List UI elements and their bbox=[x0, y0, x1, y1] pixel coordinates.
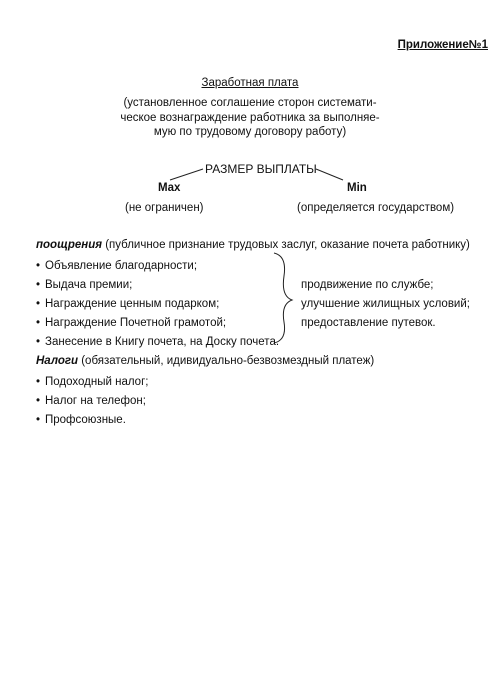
max-label: Max bbox=[158, 182, 181, 194]
curly-brace bbox=[274, 253, 292, 343]
line-to-min bbox=[316, 169, 343, 180]
incentive-item-text: Объявление благодарности; bbox=[45, 260, 198, 272]
taxes-heading-note: (обязательный, идивидуально-безвозмездный платеж) bbox=[78, 355, 375, 367]
tax-item: • Налог на телефон; bbox=[36, 395, 146, 407]
description-line: ческое вознаграждение работника за выполняе- bbox=[120, 111, 380, 124]
tax-item-text: Профсоюзные. bbox=[45, 414, 126, 426]
incentive-item: • Награждение Почетной грамотой; bbox=[36, 317, 227, 329]
min-label: Min bbox=[347, 182, 367, 194]
incentive-item-text: Занесение в Книгу почета, на Доску почета. bbox=[45, 336, 280, 348]
incentive-side-item: продвижение по службе; bbox=[301, 279, 434, 291]
incentives-heading-word: поощрения bbox=[36, 239, 102, 251]
page-title bbox=[0, 76, 500, 90]
appendix-label: Приложение№1 bbox=[397, 39, 488, 51]
tax-item: • Подоходный налог; bbox=[36, 376, 149, 388]
incentive-item: • Награждение ценным подарком; bbox=[36, 298, 220, 310]
description-line: (установленное соглашение сторон системати- bbox=[123, 97, 377, 109]
incentives-heading bbox=[36, 238, 470, 252]
taxes-heading bbox=[36, 354, 374, 368]
incentive-side-item: предоставление путевок. bbox=[301, 317, 436, 329]
title-description bbox=[0, 96, 500, 140]
min-note: (определяется государством) bbox=[297, 202, 455, 214]
payment-size-label: РАЗМЕР ВЫПЛАТЫ bbox=[205, 162, 317, 176]
line-to-max bbox=[170, 169, 203, 180]
incentive-side-item: улучшение жилищных условий; bbox=[301, 298, 470, 310]
incentive-item: • Выдача премии; bbox=[36, 279, 133, 291]
title-text: Заработная плата bbox=[201, 77, 299, 89]
max-note: (не ограничен) bbox=[125, 202, 204, 214]
incentive-item-text: Награждение Почетной грамотой; bbox=[45, 317, 227, 329]
tax-item-text: Подоходный налог; bbox=[45, 376, 149, 388]
tax-item-text: Налог на телефон; bbox=[45, 395, 146, 407]
incentives-heading-note: (публичное признание трудовых заслуг, оказание почета работнику) bbox=[102, 239, 470, 251]
tax-item: • Профсоюзные. bbox=[36, 414, 126, 426]
incentive-item: • Объявление благодарности; bbox=[36, 260, 198, 272]
incentive-item-text: Награждение ценным подарком; bbox=[45, 298, 220, 310]
taxes-heading-word: Налоги bbox=[36, 355, 79, 367]
description-line: мую по трудовому договору работу) bbox=[153, 126, 347, 138]
incentive-item-text: Выдача премии; bbox=[45, 279, 133, 291]
incentive-item: • Занесение в Книгу почета, на Доску почета. bbox=[36, 336, 280, 348]
